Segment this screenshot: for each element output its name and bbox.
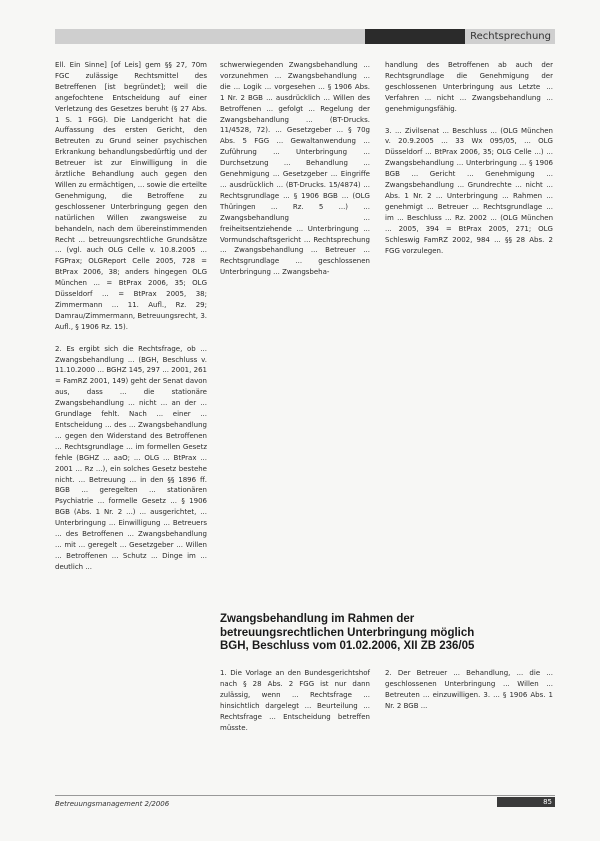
section-label: Rechtsprechung <box>466 29 555 44</box>
paragraph: handlung des Betroffenen ab auch der Rechtsgrundlage die Genehmigung der geschlossenen Unterbringung aus Letzte ... Verfahren ... nicht ... Zwangsbehandlung ... genehmigungsfähig. <box>385 61 553 113</box>
paragraph: Ell. Ein Sinne] [of Leis] gem §§ 27, 70m FGC zulässige Rechtsmittel des Betreffenen [ist begründet]; weil die angefochtene Entscheidung auf einer Verletzung des Gesetzes beruht (§ 27 Abs. 1 S. 1 FGG). Die Landgericht hat die Auffassung des ersten Gericht, den Betreuten zu Grund seiner psychischen Erkrankung behandlungsbedürftig und der Betreuer ist zur Einwilligung in die ärztliche Behandlung auch gegen den Willen zu ermächtigen, ... sowie die erteilte Genehmigung, die Betroffene zu geschlossener Unterbringung gegen den natürlichen Willen zwangsweise zu behandeln, nach dem übereinstimmenden Recht ... betreuungsrechtliche Grundsätze ... (vgl. auch OLG Celle v. 10.8.2005 ... FGPrax; OLGReport Celle 2005, 728 = BtPrax 2006, 38; anders hingegen OLG München ... = BtPrax 2006, 35; OLG Düsseldorf ... = BtPrax 2005, 38; Zimmermann ... 11. Aufl., Rz. 29; Damrau/Zimmermann, Betreuungsrecht, 3. Aufl., § 1906 Rz. 15). <box>55 61 207 331</box>
headnote-right: 2. Der Betreuer ... Behandlung, ... die ... geschlossenen Unterbringung ... Willen ... Betreuten ... einzuwilligen. 3. ... § 1906 Abs. 1 Nr. 2 BGB ... <box>385 669 553 710</box>
paragraph: 3. ... Zivilsenat ... Beschluss ... (OLG München v. 20.9.2005 ... 33 Wx 095/05, ... OLG Düsseldorf ... BtPrax 2006, 35; OLG Celle ...) ... Zwangsbehandlung ... Unterbringung ... § 1906 BGB ... Gericht ... Genehmigung ... Zwangsbehandlung ... Grundrechte ... nicht ... Abs. 1 Nr. 2 ... Unterbringung ... Rahmen ... genehmigt ... Betreuer ... Rechtsgrundlage ... im ... Beschluss ... Rz. 2002 ... (OLG München ... 2005, 394 = BtPrax 2005, 271; OLG Schleswig FamRZ 2002, 984 ... §§ 28 Abs. 2 FGG vorzulegen. <box>385 126 553 255</box>
headnote-left: 1. Die Vorlage an den Bundesgerichtshof nach § 28 Abs. 2 FGG ist nur dann zulässig, wenn ... Rechtsfrage ... hinsichtlich dargelegt ... Beurteilung ... Rechtsfrage ... Entscheidung betreffen müsste. <box>220 669 370 732</box>
page-number: 85 <box>497 797 555 807</box>
journal-name: Betreuungsmanagement 2/2006 <box>55 800 170 808</box>
heading-citation: BGH, Beschluss vom 01.02.2006, XII ZB 236/05 <box>220 640 475 652</box>
footer-rule <box>55 795 555 796</box>
paragraph: schwerwiegenden Zwangsbehandlung ... vorzunehmen ... Zwangsbehandlung ... die ... Logik ... vorgesehen ... § 1906 Abs. 1 Nr. 2 BGB ... ausdrücklich ... Willen des Betroffenen ... gefolgt ... Regelung der Zwangsbehandlung ... (BT-Drucks. 11/4528, 72). ... Gesetzgeber ... § 70g Abs. 5 FGG ... Gewaltanwendung ... Zuführung ... Unterbringung ... Durchsetzung ... Behandlung ... Genehmigung ... Gesetzgeber ... Eingriffe ... ausdrücklich ... (BT-Drucks. 15/4874) ... Rechtsgrundlage ... § 1906 BGB ... (OLG Thüringen ... Rz. 5 ...) ... Zwangsbehandlung ... freiheitsentziehende ... Unterbringung ... Vormundschaftsgericht ... Rechtsprechung ... Zwangsbehandlung ... Betreuer ... Rechtsgrundlage ... geschlossenen Unterbringung ... Zwangsbeha- <box>220 61 370 277</box>
paragraph: 2. Es ergibt sich die Rechtsfrage, ob ... Zwangsbehandlung ... (BGH, Beschluss v. 11.10.2000 ... BGHZ 145, 297 ... 2001, 261 = FamRZ 2001, 149) geht der Senat davon aus, dass ... die stationäre Zwangsbehandlung ... nicht ... an der ... Grundlage fehlt. Nach ... einer ... Entscheidung ... des ... Zwangsbehandlung ... gegen den Widerstand des Betroffenen ... Rechtsgrundlage ... im formellen Gesetz fehle (BGHZ ... aaO; ... OLG ... BtPrax ... 2001 ... Rz ...), ein solches Gesetz bestehe nicht. ... Betreuung ... in den §§ 1896 ff. BGB ... geregelten ... stationären Psychiatrie ... formelle Gesetz ... § 1906 BGB (Abs. 1 Nr. 2 ...) ... ausgerichtet, ... Unterbringung ... Einwilligung ... Betreuers ... des Betroffenen ... Zwangsbehandlung ... mit ... geregelt ... Gesetzgeber ... Willen ... Betroffenen ... Schutz ... Dinge im ... deutlich ... <box>55 344 207 571</box>
column-right <box>385 60 553 267</box>
heading-line: Zwangsbehandlung im Rahmen der <box>220 613 415 625</box>
heading-line: betreuungsrechtlichen Unterbringung möglich <box>220 626 475 639</box>
column-left <box>55 60 207 584</box>
section-header-bar <box>55 29 555 44</box>
article-heading <box>220 613 555 654</box>
column-middle <box>220 60 370 289</box>
